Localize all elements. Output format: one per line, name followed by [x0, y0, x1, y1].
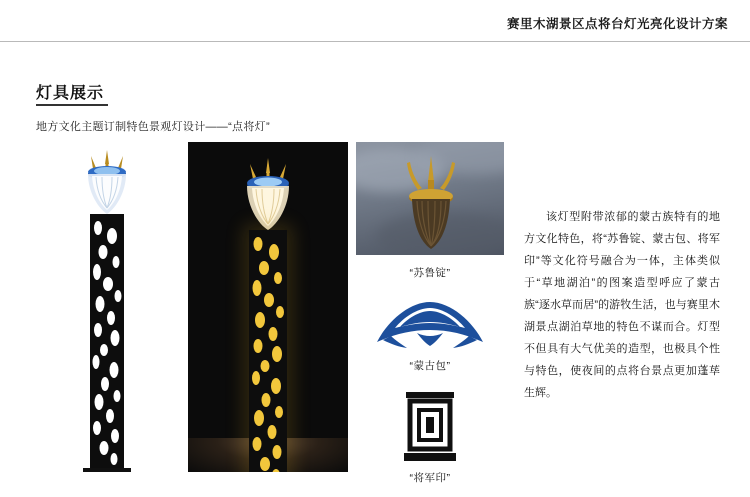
lamp-shaft-daylight	[90, 214, 124, 468]
lamp-render-night	[188, 142, 348, 472]
page-header	[0, 0, 750, 42]
yurt-caption: “蒙古包”	[409, 360, 451, 372]
yurt-icon-block	[356, 300, 504, 373]
lamp-shaft-night	[249, 230, 287, 472]
sulu-ding-object-icon	[400, 156, 462, 252]
lamp-crown-night	[235, 156, 301, 234]
shaft-pattern-icon	[90, 214, 124, 468]
yurt-icon	[375, 300, 485, 352]
lamp-base-seal-daylight	[79, 468, 135, 472]
crown-shape-lit-icon	[235, 156, 301, 234]
general-seal-icon	[402, 392, 458, 464]
sulu-ding-photo	[356, 142, 504, 255]
lamp-render-daylight	[36, 142, 178, 472]
sulu-ding-caption-block	[356, 259, 504, 280]
seal-icon-block	[356, 392, 504, 485]
lamp-crown-daylight	[78, 148, 136, 218]
header-divider	[0, 41, 750, 42]
title-underline	[36, 104, 108, 106]
page-header-title: 赛里木湖景区点将台灯光亮化设计方案	[506, 17, 728, 31]
crown-shape-icon	[78, 148, 136, 218]
page-title: 灯具展示	[36, 85, 105, 102]
page-subtitle: 地方文化主题订制特色景观灯设计——“点将灯”	[36, 121, 270, 133]
shaft-pattern-lit-icon	[249, 230, 287, 472]
sulu-ding-caption: “苏鲁锭”	[409, 267, 451, 279]
seal-caption: “将军印”	[409, 472, 451, 484]
description-paragraph: 该灯型附带浓郁的蒙古族特有的地方文化特色，将“苏鲁锭、蒙古包、将军印”等文化符号融合为一体，主体类似于“草地湖泊”的图案造型呼应了蒙古族“逐水草而居”的游牧生活，也与赛里木湖景点湖泊草地的特色不谋而合。灯型不但具有大气优美的造型，也极具个性与特色，使夜间的点将台景点更加蓬荜生辉。	[524, 211, 720, 399]
